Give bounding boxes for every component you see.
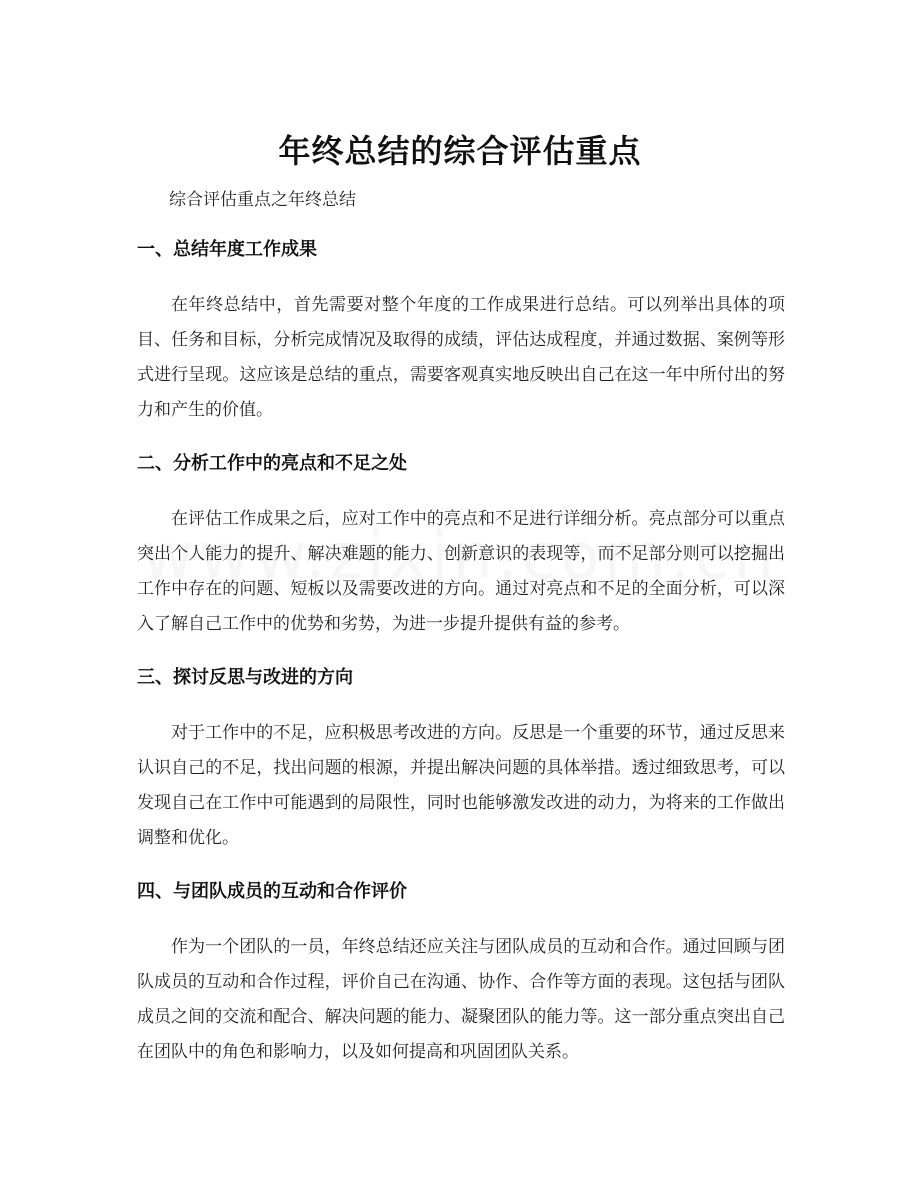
document-subtitle: 综合评估重点之年终总结 — [169, 190, 356, 210]
section-paragraph-1: 在年终总结中，首先需要对整个年度的工作成果进行总结。可以列举出具体的项目、任务和目标，分析完成情况及取得的成绩，评估达成程度，并通过数据、案例等形式进行呈现。这应该是总结的重点，需要客观真实地反映出自己在这一年中所付出的努力和产生的价值。 — [137, 295, 785, 420]
section-heading-2: 二、分析工作中的亮点和不足之处 — [137, 453, 407, 474]
section-heading-4: 四、与团队成员的互动和合作评价 — [137, 881, 407, 902]
document-title: 年终总结的综合评估重点 — [278, 132, 642, 171]
section-paragraph-4: 作为一个团队的一员，年终总结还应关注与团队成员的互动和合作。通过回顾与团队成员的互动和合作过程，评价自己在沟通、协作、合作等方面的表现。这包括与团队成员之间的交流和配合、解决问题的能力、凝聚团队的能力等。这一部分重点突出自己在团队中的角色和影响力，以及如何提高和巩固团队关系。 — [137, 937, 785, 1062]
document-body — [137, 234, 785, 1070]
section-heading-3: 三、探讨反思与改进的方向 — [137, 667, 353, 688]
section-paragraph-3: 对于工作中的不足，应积极思考改进的方向。反思是一个重要的环节，通过反思来认识自己的不足，找出问题的根源，并提出解决问题的具体举措。透过细致思考，可以发现自己在工作中可能遇到的局限性，同时也能够激发改进的动力，为将来的工作做出调整和优化。 — [137, 723, 785, 848]
section-heading-1: 一、总结年度工作成果 — [137, 239, 317, 260]
section-paragraph-2: 在评估工作成果之后，应对工作中的亮点和不足进行详细分析。亮点部分可以重点突出个人能力的提升、解决难题的能力、创新意识的表现等，而不足部分则可以挖掘出工作中存在的问题、短板以及需要改进的方向。通过对亮点和不足的全面分析，可以深入了解自己工作中的优势和劣势，为进一步提升提供有益的参考。 — [137, 509, 785, 634]
